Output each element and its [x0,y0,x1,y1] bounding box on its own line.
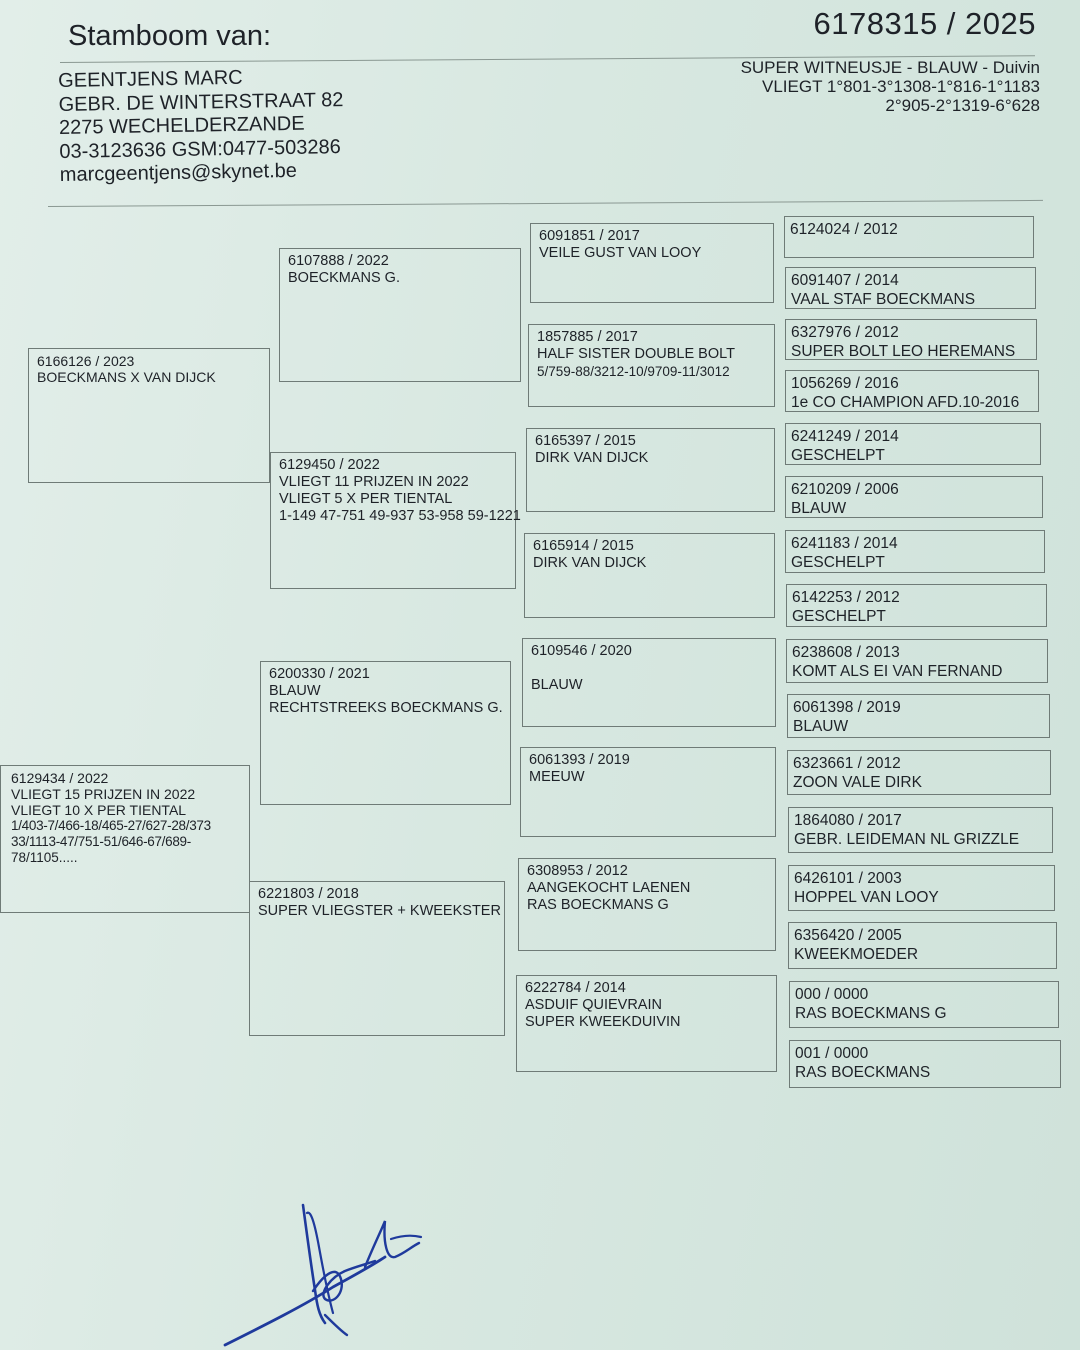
pedigree-note: ZOON VALE DIRK [793,774,922,791]
bird-results-1: VLIEGT 1°801-3°1308-1°816-1°1183 [762,77,1040,96]
ring-number: 6426101 / 2003 [794,870,902,887]
pedigree-note: BLAUW [793,718,849,735]
pedigree-note: BOECKMANS X VAN DIJCK [37,369,216,385]
pedigree-note: VLIEGT 15 PRIJZEN IN 2022 [11,786,196,802]
ring-number: 1864080 / 2017 [794,812,902,829]
pedigree-note: 1-149 47-751 49-937 53-958 59-1221 [279,508,521,524]
pedigree-box-great-great-grandparent [786,639,1048,683]
pedigree-note: 5/759-88/3212-10/9709-11/3012 [537,364,730,379]
ring-number: 000 / 0000 [795,986,869,1003]
signature [215,1195,435,1350]
ring-number: 6165914 / 2015 [533,538,634,554]
pedigree-box-great-great-grandparent [785,267,1036,309]
pedigree-box-great-great-grandparent [789,1040,1061,1088]
ring-number: 6107888 / 2022 [288,253,389,269]
pedigree-box-great-grandparent [524,533,775,618]
ring-number: 6178315 / 2025 [813,6,1036,41]
pedigree-note: BLAUW [791,500,847,517]
page-title: Stamboom van: [68,20,272,52]
pedigree-note: SUPER BOLT LEO HEREMANS [791,343,1016,360]
pedigree-box-great-grandparent [522,638,776,727]
ring-number: 6129450 / 2022 [279,457,380,473]
pedigree-box-great-great-grandparent [789,981,1059,1028]
pedigree-note [531,660,767,677]
ring-number: 6200330 / 2021 [269,666,370,682]
pedigree-note: VEILE GUST VAN LOOY [539,245,702,261]
pedigree-box-great-great-grandparent [788,865,1055,911]
pedigree-box-parent [0,765,250,913]
bird-name: SUPER WITNEUSJE - BLAUW - Duivin [740,58,1040,77]
pedigree-note: SUPER KWEEKDUIVIN [525,1014,681,1030]
pedigree-note: BLAUW [531,677,583,693]
pedigree-box-great-great-grandparent [787,750,1051,795]
pedigree-note: 78/1105..... [11,850,78,865]
pedigree-box-grandparent [270,452,521,589]
pedigree-box-great-great-grandparent [785,370,1039,412]
pedigree-note: VAAL STAF BOECKMANS [791,291,976,308]
pedigree-note: 1e CO CHAMPION AFD.10-2016 [791,394,1020,411]
owner-email: marcgeentjens@skynet.be [59,159,298,186]
ring-number: 6241183 / 2014 [791,535,898,552]
ring-number: 6238608 / 2013 [792,644,900,661]
address-divider [48,200,1043,207]
owner-phone: 03-3123636 GSM:0477-503286 [59,135,341,163]
pedigree-note: GESCHELPT [791,554,885,571]
pedigree-note: VLIEGT 10 X PER TIENTAL [11,802,187,818]
pedigree-box-great-great-grandparent [788,807,1053,853]
ring-number: 6327976 / 2012 [791,324,899,341]
pedigree-box-parent [28,348,270,483]
owner-city: 2275 WECHELDERZANDE [58,112,305,139]
pedigree-box-great-grandparent [520,747,776,837]
pedigree-note: ASDUIF QUIEVRAIN [525,997,662,1013]
pedigree-box-grandparent [279,248,521,382]
pedigree-note: KWEEKMOEDER [794,946,919,963]
pedigree-note: GESCHELPT [792,608,886,625]
pedigree-box-great-great-grandparent [788,922,1057,969]
ring-number: 6308953 / 2012 [527,863,628,879]
pedigree-note: DIRK VAN DIJCK [533,555,647,571]
ring-number: 6356420 / 2005 [794,927,902,944]
pedigree-note: GEBR. LEIDEMAN NL GRIZZLE [794,831,1020,848]
ring-number: 6061393 / 2019 [529,752,630,768]
ring-number: 1056269 / 2016 [791,375,899,392]
ring-number: 6222784 / 2014 [525,980,626,996]
pedigree-box-great-grandparent [530,223,774,303]
ring-number: 6210209 / 2006 [791,481,899,498]
pedigree-note: 33/1113-47/751-51/646-67/689- [11,834,191,849]
ring-number: 6109546 / 2020 [531,643,632,659]
ring-number: 6091851 / 2017 [539,228,640,244]
pedigree-box-great-grandparent [526,428,775,512]
pedigree-box-great-great-grandparent [787,694,1050,738]
pedigree-note: SUPER VLIEGSTER + KWEEKSTER [258,903,501,919]
pedigree-note: VLIEGT 5 X PER TIENTAL [279,491,453,507]
ring-number: 6323661 / 2012 [793,755,901,772]
ring-number: 6241249 / 2014 [791,428,899,445]
pedigree-note: DIRK VAN DIJCK [535,450,649,466]
pedigree-note: HALF SISTER DOUBLE BOLT [537,346,735,362]
pedigree-note: GESCHELPT [791,447,885,464]
ring-number: 6124024 / 2012 [790,221,898,238]
pedigree-note: BOECKMANS G. [288,270,400,286]
pedigree-note: AANGEKOCHT LAENEN [527,880,691,896]
pedigree-note: RAS BOECKMANS G [527,897,669,913]
pedigree-box-great-grandparent [518,858,776,951]
pedigree-note: MEEUW [529,769,585,785]
pedigree-note: 1/403-7/466-18/465-27/627-28/373 [11,818,211,833]
pedigree-note: RAS BOECKMANS [795,1064,931,1081]
pedigree-box-great-great-grandparent [786,584,1047,627]
ring-number: 6166126 / 2023 [37,353,135,369]
pedigree-box-great-great-grandparent [785,530,1045,573]
pedigree-note: RAS BOECKMANS G [795,1005,947,1022]
owner-block [58,65,345,187]
pedigree-box-great-great-grandparent [784,216,1034,258]
pedigree-box-grandparent [249,881,505,1036]
bird-info [741,58,1040,115]
ring-number: 1857885 / 2017 [537,329,638,345]
ring-number: 6091407 / 2014 [791,272,899,289]
pedigree-box-grandparent [260,661,511,805]
bird-results-2: 2°905-2°1319-6°628 [885,96,1040,115]
ring-number: 6165397 / 2015 [535,433,636,449]
ring-number: 6142253 / 2012 [792,589,900,606]
pedigree-note: HOPPEL VAN LOOY [794,889,939,906]
pedigree-note: VLIEGT 11 PRIJZEN IN 2022 [279,474,469,490]
owner-name: GEENTJENS MARC [58,66,243,92]
owner-street: GEBR. DE WINTERSTRAAT 82 [58,88,344,116]
ring-number: 6061398 / 2019 [793,699,901,716]
pedigree-note: KOMT ALS EI VAN FERNAND [792,663,1003,680]
pedigree-box-great-great-grandparent [785,476,1043,518]
pedigree-box-great-grandparent [528,324,775,407]
pedigree-box-great-great-grandparent [785,319,1037,360]
pedigree-note: RECHTSTREEKS BOECKMANS G. [269,700,503,716]
ring-number: 6129434 / 2022 [11,770,109,786]
ring-number: 001 / 0000 [795,1045,869,1062]
pedigree-box-great-great-grandparent [785,423,1041,465]
pedigree-note: BLAUW [269,683,321,699]
ring-number: 6221803 / 2018 [258,886,359,902]
pedigree-box-great-grandparent [516,975,777,1072]
